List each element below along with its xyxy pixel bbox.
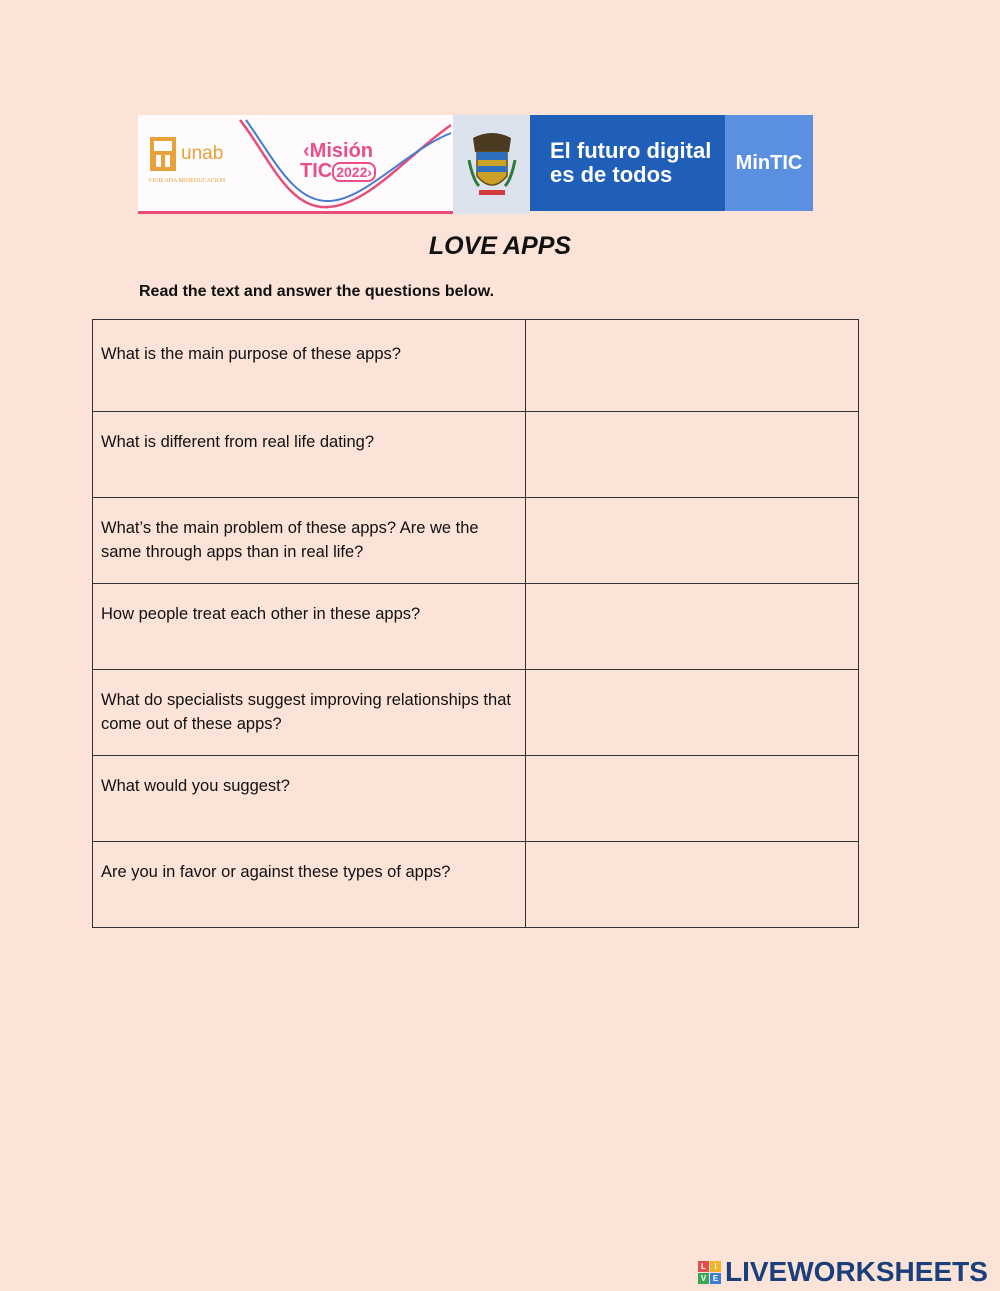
answer-input[interactable] (526, 320, 858, 354)
answer-cell (526, 756, 859, 842)
question-cell: What is the main purpose of these apps? (93, 320, 526, 412)
unab-building-icon (148, 135, 178, 173)
liveworksheets-logo[interactable] (698, 1256, 988, 1288)
answer-cell (526, 670, 859, 756)
mision-year: 2022› (332, 162, 376, 182)
unab-label: unab (181, 143, 224, 164)
answer-cell (526, 584, 859, 670)
questions-table (92, 319, 859, 928)
answer-cell (526, 412, 859, 498)
liveworksheets-icon: L I V E (698, 1261, 721, 1284)
instruction-text: Read the text and answer the questions below. (139, 283, 495, 300)
answer-input[interactable] (526, 412, 858, 446)
table-row (93, 670, 859, 756)
table-row (93, 756, 859, 842)
coat-of-arms-icon (465, 130, 519, 200)
colombia-shield (453, 115, 530, 214)
table-row (93, 842, 859, 928)
question-cell: What do specialists suggest improving relationships that come out of these apps? (93, 670, 526, 756)
answer-input[interactable] (526, 842, 858, 876)
answer-cell (526, 320, 859, 412)
answer-cell (526, 842, 859, 928)
mision-tic-logo (300, 141, 376, 182)
question-cell: What’s the main problem of these apps? Are we the same through apps than in real life? (93, 498, 526, 584)
banner-partners (138, 115, 453, 214)
unab-subtitle: VIGILADA MINEDUCACIÓN (148, 178, 226, 184)
header-banner (138, 115, 813, 214)
mision-line2: TIC 2022› (300, 161, 376, 182)
table-row (93, 320, 859, 412)
question-cell: What is different from real life dating? (93, 412, 526, 498)
table-row (93, 584, 859, 670)
table-row (93, 412, 859, 498)
answer-input[interactable] (526, 670, 858, 704)
unab-logo (148, 135, 223, 173)
mintic-logo: MinTIC (725, 115, 813, 211)
question-cell: How people treat each other in these apps? (93, 584, 526, 670)
liveworksheets-brand: LIVEWORKSHEETS (725, 1256, 988, 1287)
slogan-line1: El futuro digital (550, 138, 712, 163)
question-cell: What would you suggest? (93, 756, 526, 842)
banner-slogan (530, 115, 725, 211)
answer-input[interactable] (526, 756, 858, 790)
question-cell: Are you in favor or against these types of apps? (93, 842, 526, 928)
slogan-line2: es de todos (550, 162, 673, 187)
table-row (93, 498, 859, 584)
answer-cell (526, 498, 859, 584)
answer-input[interactable] (526, 584, 858, 618)
page-title: LOVE APPS (428, 232, 572, 260)
mision-line1: ‹Misión (303, 140, 374, 162)
answer-input[interactable] (526, 498, 858, 532)
